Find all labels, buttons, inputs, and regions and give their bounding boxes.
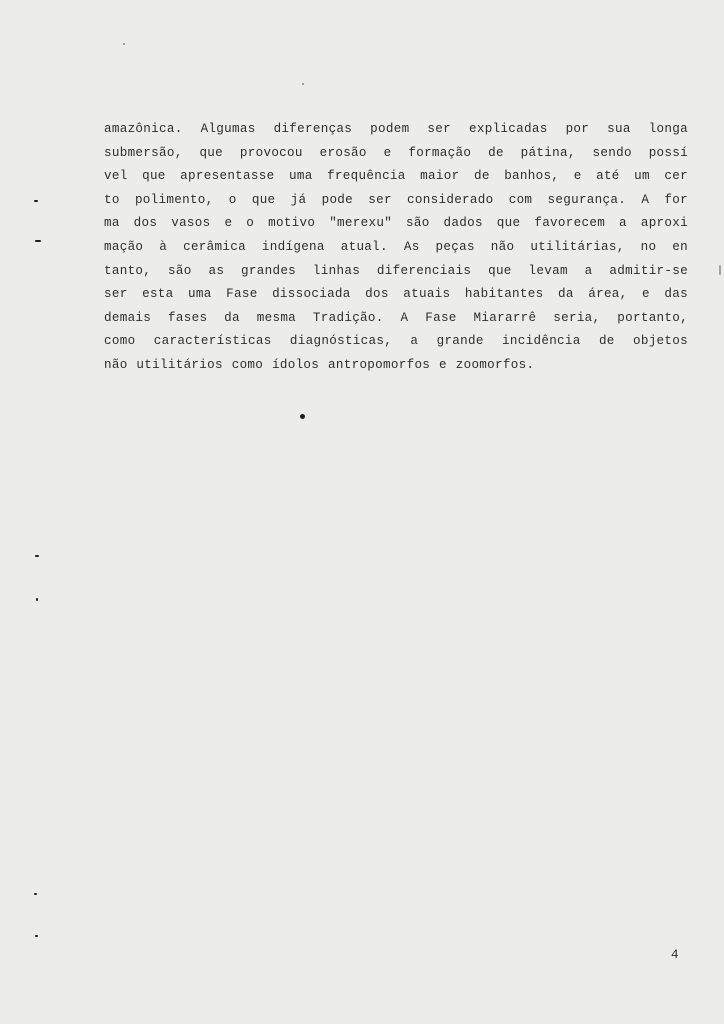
body-paragraph xyxy=(104,118,688,378)
scan-speck xyxy=(302,83,304,85)
scan-speck xyxy=(35,935,38,937)
scan-speck xyxy=(719,265,721,275)
body-line: ser esta uma Fase dissociada dos atuais habitantes da área, e das xyxy=(104,287,688,302)
body-line: mação à cerâmica indígena atual. As peças não utilitárias, no en xyxy=(104,239,688,254)
scan-speck xyxy=(34,893,37,895)
body-line: tanto, são as grandes linhas diferenciais que levam a admitir-se xyxy=(104,263,688,278)
scan-speck xyxy=(123,43,125,45)
body-line: demais fases da mesma Tradição. A Fase Miararrê seria, portanto, xyxy=(104,310,688,325)
body-line: submersão, que provocou erosão e formação de pátina, sendo possí xyxy=(104,145,688,160)
scan-speck xyxy=(34,200,38,202)
scan-speck xyxy=(36,598,38,601)
body-line: não utilitários como ídolos antropomorfos e zoomorfos. xyxy=(104,357,535,372)
body-line: como características diagnósticas, a grande incidência de objetos xyxy=(104,334,688,349)
scan-speck xyxy=(35,240,41,242)
scan-speck xyxy=(300,414,305,419)
scan-speck xyxy=(35,555,39,557)
body-line: vel que apresentasse uma frequência maior de banhos, e até um cer xyxy=(104,169,688,184)
body-line: to polimento, o que já pode ser considerado com segurança. A for xyxy=(104,192,688,207)
body-line: ma dos vasos e o motivo "merexu" são dados que favorecem a aproxi xyxy=(104,216,688,231)
body-line: amazônica. Algumas diferenças podem ser explicadas por sua longa xyxy=(104,122,688,136)
page-number: 4 xyxy=(671,948,679,962)
